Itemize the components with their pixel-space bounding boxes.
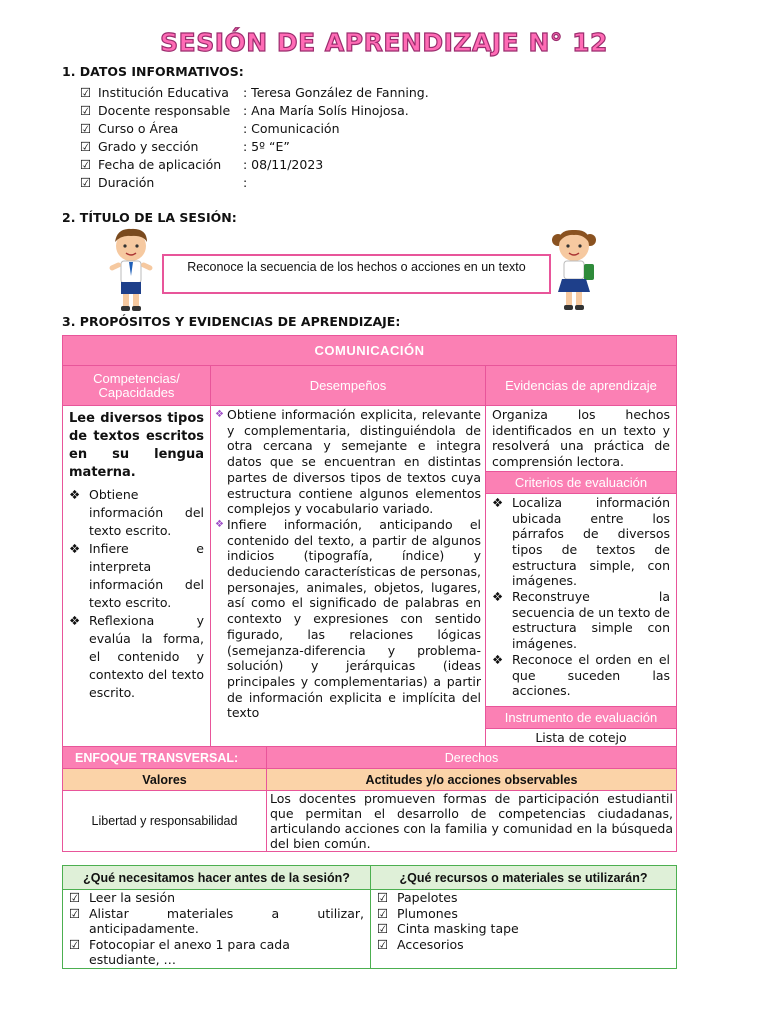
checkbox-icon: ☑ — [69, 890, 81, 905]
propositos-table — [62, 335, 677, 747]
col-header-evidencias: Evidencias de aprendizaje — [486, 366, 677, 406]
datos-value: : Ana María Solís Hinojosa. — [243, 103, 409, 118]
enfoque-value: Derechos — [267, 747, 677, 769]
checkbox-icon: ☑ — [69, 905, 81, 921]
datos-value: : Comunicación — [243, 121, 340, 136]
recursos-list — [377, 890, 670, 952]
evidencia-text: Organiza los hechos identificados en un texto y resolverá una práctica de comprensión lectora. — [492, 407, 670, 470]
section-heading-titulo: 2. TÍTULO DE LA SESIÓN: — [62, 210, 237, 225]
datos-label: Duración — [98, 175, 155, 190]
list-item: ❖ Localiza información ubicada entre los párrafos de diversos tipos de textos de estructura simple, con imágenes. — [492, 494, 670, 589]
section-heading-datos: 1. DATOS INFORMATIVOS: — [62, 64, 244, 79]
page-title: SESIÓN DE APRENDIZAJE N° 12 — [160, 28, 608, 57]
datos-row — [80, 138, 429, 156]
list-item: ☑ Cinta masking tape — [377, 921, 519, 936]
list-item: ❖ Reconstruye la secuencia de un texto de estructura simple con imágenes. — [492, 589, 670, 652]
list-item: ☑ Papelotes — [377, 890, 458, 905]
recursos-cell — [371, 890, 677, 969]
list-item: ❖ Obtiene información explicita, relevante y complementaria, distinguiéndola de otra cercana y semejante e integra datos que se encuentran en distintas partes de diversos tipos de textos cuya estructura contiene algunos elementos complejos y vocabulario variado. — [215, 407, 481, 517]
area-header: COMUNICACIÓN — [63, 336, 677, 366]
instrumento-value: Lista de cotejo — [535, 729, 627, 745]
checkbox-icon: ☑ — [80, 157, 92, 172]
list-item: ❖ Reflexiona y evalúa la forma, el contenido y contexto del texto escrito. — [69, 613, 204, 700]
recursos-header: ¿Qué recursos o materiales se utilizarán? — [371, 866, 677, 890]
desempenos-list — [215, 407, 481, 721]
antes-cell — [63, 890, 371, 969]
checkbox-icon: ☑ — [80, 139, 92, 154]
list-item: ☑ Fotocopiar el anexo 1 para cada estudiante, … — [69, 936, 290, 967]
list-item: ❖ Reconoce el orden en el que suceden las acciones. — [492, 651, 670, 699]
datos-value: : 5º “E” — [243, 139, 290, 154]
datos-label: Docente responsable — [98, 103, 231, 118]
list-item: ❖ Infiere información, anticipando el contenido del texto, a partir de algunos indicios (tipografía, índice) y deduciendo características de personas, personajes, animales, objetos, lugares, así como el significado de palabras en contexto y expresiones con sentido figurado, las relaciones lógicas (semejanza-diferencia y problema-solución) y jerárquicas (ideas principales y complementarias) a partir de información explicita e implícita del texto — [215, 516, 481, 721]
section-heading-propositos: 3. PROPÓSITOS Y EVIDENCIAS DE APRENDIZAJE: — [62, 314, 401, 329]
diamond-bullet-icon: ❖ — [69, 613, 81, 628]
list-item: ☑ Leer la sesión — [69, 890, 176, 905]
enfoque-table — [62, 746, 677, 852]
checkbox-icon: ☑ — [80, 121, 92, 136]
diamond-bullet-icon: ❖ — [215, 409, 224, 420]
antes-header: ¿Qué necesitamos hacer antes de la sesión? — [63, 866, 371, 890]
diamond-bullet-icon: ❖ — [492, 589, 504, 605]
competencia-text: Lee diversos tipos de textos escritos en su lengua materna. — [69, 411, 204, 480]
datos-label: Fecha de aplicación — [98, 157, 222, 172]
datos-label: Institución Educativa — [98, 85, 229, 100]
diamond-bullet-icon: ❖ — [69, 541, 81, 556]
datos-row — [80, 156, 429, 174]
checkbox-icon: ☑ — [377, 921, 389, 936]
valores-header: Valores — [63, 769, 267, 791]
datos-row — [80, 102, 429, 120]
girl-illustration-icon — [546, 224, 602, 314]
enfoque-label: ENFOQUE TRANSVERSAL: — [63, 747, 267, 769]
checkbox-icon: ☑ — [377, 905, 389, 921]
datos-row — [80, 120, 429, 138]
checkbox-icon: ☑ — [377, 890, 389, 905]
datos-list — [80, 84, 429, 192]
actitud-cell: Los docentes promueven formas de participación estudiantil que permitan el desarrollo de competencias ciudadanas, articulando acciones con la familia y comunidad en la búsqueda del bien común. — [267, 791, 677, 852]
criterios-list — [486, 494, 676, 700]
valor-cell: Libertad y responsabilidad — [63, 791, 267, 852]
checkbox-icon: ☑ — [80, 103, 92, 118]
checkbox-icon: ☑ — [377, 936, 389, 952]
datos-label: Curso o Área — [98, 121, 179, 136]
preparacion-table — [62, 865, 677, 969]
evidencias-cell — [486, 406, 677, 747]
datos-value: : Teresa González de Fanning. — [243, 85, 429, 100]
datos-value: : 08/11/2023 — [243, 157, 324, 172]
col-header-desempenos: Desempeños — [211, 366, 486, 406]
list-item: ❖ Obtiene información del texto escrito. — [69, 487, 204, 538]
diamond-bullet-icon: ❖ — [492, 651, 504, 667]
diamond-bullet-icon: ❖ — [215, 518, 224, 530]
instrumento-header: Instrumento de evaluación — [486, 706, 676, 729]
session-title-box: Reconoce la secuencia de los hechos o acciones en un texto — [162, 254, 551, 294]
actitudes-header: Actitudes y/o acciones observables — [267, 769, 677, 791]
criterios-header: Criterios de evaluación — [486, 471, 676, 494]
desempenos-cell — [211, 406, 486, 747]
diamond-bullet-icon: ❖ — [492, 494, 504, 510]
list-item: ❖ Infiere e interpreta información del texto escrito. — [69, 541, 204, 610]
checkbox-icon: ☑ — [80, 175, 92, 190]
datos-value: : — [243, 175, 248, 190]
diamond-bullet-icon: ❖ — [69, 487, 81, 502]
checkbox-icon: ☑ — [80, 85, 92, 100]
col-header-competencias: Competencias/ Capacidades — [63, 366, 211, 406]
boy-illustration-icon — [103, 224, 159, 314]
capacidades-list — [69, 486, 204, 702]
list-item: ☑ Accesorios — [377, 936, 464, 952]
checkbox-icon: ☑ — [69, 936, 81, 952]
competencias-cell — [63, 406, 211, 747]
datos-row — [80, 84, 429, 102]
datos-label: Grado y sección — [98, 139, 199, 154]
datos-row — [80, 174, 429, 192]
antes-list — [69, 890, 364, 968]
list-item: ☑ Plumones — [377, 905, 458, 921]
list-item: ☑ Alistar materiales a utilizar, anticipadamente. — [69, 905, 364, 936]
